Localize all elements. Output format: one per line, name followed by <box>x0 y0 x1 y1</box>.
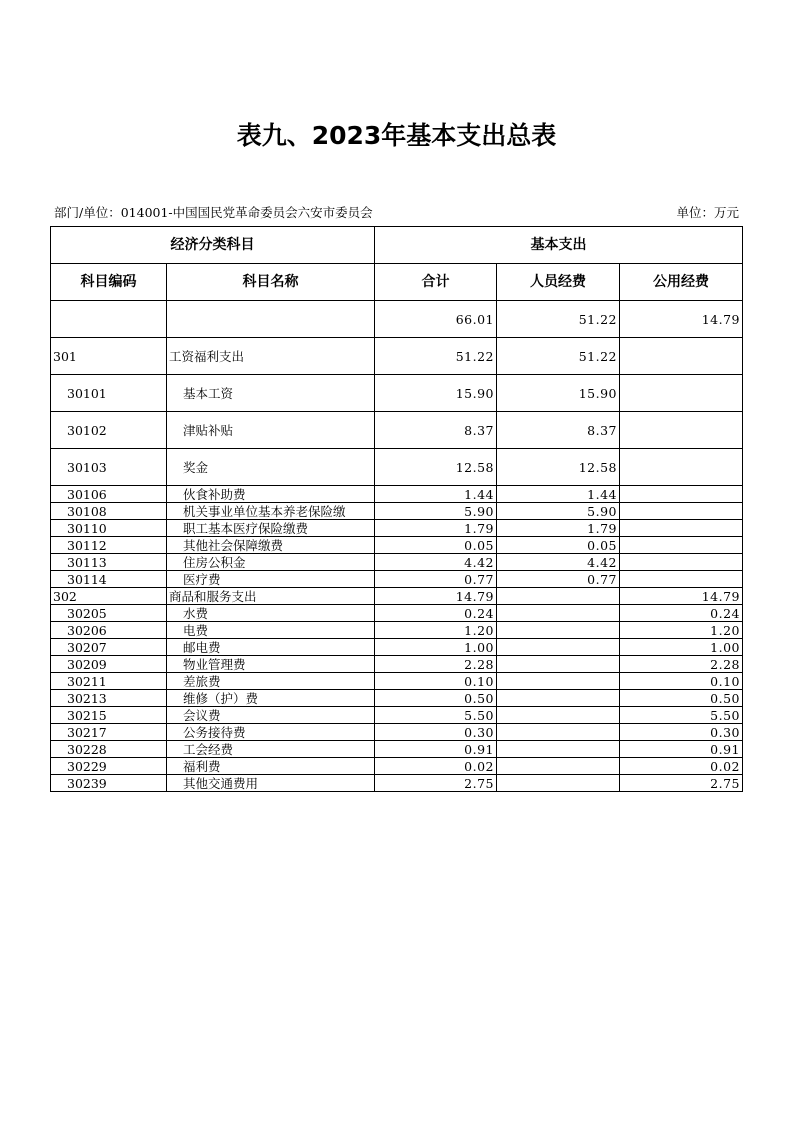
name-cell: 基本工资 <box>167 375 375 412</box>
name-cell: 差旅费 <box>167 673 375 690</box>
public-cell: 0.91 <box>620 741 743 758</box>
code-cell: 30215 <box>51 707 167 724</box>
name-cell: 其他交通费用 <box>167 775 375 792</box>
personnel-cell <box>497 690 620 707</box>
public-cell <box>620 503 743 520</box>
total-cell: 1.79 <box>375 520 497 537</box>
table-row <box>51 588 743 605</box>
name-cell: 维修（护）费 <box>167 690 375 707</box>
public-cell <box>620 537 743 554</box>
public-cell: 0.50 <box>620 690 743 707</box>
personnel-cell: 1.44 <box>497 486 620 503</box>
personnel-cell: 0.77 <box>497 571 620 588</box>
name-cell: 住房公积金 <box>167 554 375 571</box>
code-cell: 30209 <box>51 656 167 673</box>
total-cell: 0.77 <box>375 571 497 588</box>
public-cell <box>620 571 743 588</box>
table-row <box>51 537 743 554</box>
code-cell: 30103 <box>51 449 167 486</box>
table-row <box>51 622 743 639</box>
code-cell: 30114 <box>51 571 167 588</box>
table-row <box>51 639 743 656</box>
total-cell: 1.00 <box>375 639 497 656</box>
header-category: 经济分类科目 <box>51 227 375 264</box>
table-row <box>51 338 743 375</box>
total-cell: 12.58 <box>375 449 497 486</box>
total-cell: 0.30 <box>375 724 497 741</box>
code-cell: 30206 <box>51 622 167 639</box>
public-cell <box>620 520 743 537</box>
public-cell: 0.24 <box>620 605 743 622</box>
public-cell <box>620 486 743 503</box>
name-cell: 医疗费 <box>167 571 375 588</box>
code-cell: 30213 <box>51 690 167 707</box>
personnel-cell <box>497 605 620 622</box>
total-cell: 0.24 <box>375 605 497 622</box>
table-row <box>51 412 743 449</box>
table-row <box>51 724 743 741</box>
name-cell: 公务接待费 <box>167 724 375 741</box>
total-cell: 0.02 <box>375 758 497 775</box>
code-cell: 30205 <box>51 605 167 622</box>
code-cell: 30217 <box>51 724 167 741</box>
code-cell: 30211 <box>51 673 167 690</box>
table-row <box>51 656 743 673</box>
name-cell: 电费 <box>167 622 375 639</box>
header-public: 公用经费 <box>620 264 743 301</box>
personnel-cell: 5.90 <box>497 503 620 520</box>
personnel-cell: 8.37 <box>497 412 620 449</box>
total-code <box>51 301 167 338</box>
table-row <box>51 520 743 537</box>
total-cell: 51.22 <box>375 338 497 375</box>
personnel-cell: 51.22 <box>497 338 620 375</box>
header-name: 科目名称 <box>167 264 375 301</box>
table-row <box>51 775 743 792</box>
personnel-cell: 15.90 <box>497 375 620 412</box>
unit-label: 单位：万元 <box>676 205 739 220</box>
code-cell: 30108 <box>51 503 167 520</box>
total-cell: 14.79 <box>375 588 497 605</box>
total-cell: 0.05 <box>375 537 497 554</box>
header-total: 合计 <box>375 264 497 301</box>
name-cell: 会议费 <box>167 707 375 724</box>
name-cell: 邮电费 <box>167 639 375 656</box>
name-cell: 其他社会保障缴费 <box>167 537 375 554</box>
total-total: 66.01 <box>375 301 497 338</box>
name-cell: 机关事业单位基本养老保险缴 <box>167 503 375 520</box>
table-row <box>51 449 743 486</box>
public-cell: 5.50 <box>620 707 743 724</box>
personnel-cell: 12.58 <box>497 449 620 486</box>
public-cell <box>620 375 743 412</box>
department-label: 部门/单位：014001-中国国民党革命委员会六安市委员会 <box>54 205 373 220</box>
table-row <box>51 690 743 707</box>
table-row <box>51 673 743 690</box>
code-cell: 30239 <box>51 775 167 792</box>
table-row <box>51 375 743 412</box>
public-cell: 0.10 <box>620 673 743 690</box>
name-cell: 水费 <box>167 605 375 622</box>
header-code: 科目编码 <box>51 264 167 301</box>
total-cell: 2.75 <box>375 775 497 792</box>
code-cell: 302 <box>51 588 167 605</box>
personnel-cell <box>497 707 620 724</box>
name-cell: 津贴补贴 <box>167 412 375 449</box>
personnel-cell <box>497 673 620 690</box>
total-cell: 15.90 <box>375 375 497 412</box>
personnel-cell <box>497 656 620 673</box>
personnel-cell <box>497 724 620 741</box>
table-row <box>51 741 743 758</box>
total-personnel: 51.22 <box>497 301 620 338</box>
public-cell: 0.30 <box>620 724 743 741</box>
public-cell: 0.02 <box>620 758 743 775</box>
budget-table <box>50 226 743 792</box>
personnel-cell <box>497 758 620 775</box>
code-cell: 301 <box>51 338 167 375</box>
personnel-cell: 4.42 <box>497 554 620 571</box>
table-row <box>51 503 743 520</box>
total-row <box>51 301 743 338</box>
total-name <box>167 301 375 338</box>
name-cell: 工资福利支出 <box>167 338 375 375</box>
code-cell: 30102 <box>51 412 167 449</box>
code-cell: 30110 <box>51 520 167 537</box>
public-cell: 2.28 <box>620 656 743 673</box>
public-cell <box>620 338 743 375</box>
public-cell <box>620 412 743 449</box>
code-cell: 30106 <box>51 486 167 503</box>
public-cell: 2.75 <box>620 775 743 792</box>
personnel-cell <box>497 775 620 792</box>
total-cell: 5.50 <box>375 707 497 724</box>
table-row <box>51 605 743 622</box>
public-cell: 1.20 <box>620 622 743 639</box>
name-cell: 福利费 <box>167 758 375 775</box>
name-cell: 奖金 <box>167 449 375 486</box>
code-cell: 30113 <box>51 554 167 571</box>
total-cell: 1.44 <box>375 486 497 503</box>
total-cell: 0.91 <box>375 741 497 758</box>
code-cell: 30229 <box>51 758 167 775</box>
code-cell: 30228 <box>51 741 167 758</box>
table-row <box>51 758 743 775</box>
page-title: 表九、2023年基本支出总表 <box>236 121 557 150</box>
code-cell: 30112 <box>51 537 167 554</box>
total-cell: 8.37 <box>375 412 497 449</box>
table-row <box>51 554 743 571</box>
total-cell: 1.20 <box>375 622 497 639</box>
table-row <box>51 707 743 724</box>
personnel-cell <box>497 741 620 758</box>
name-cell: 物业管理费 <box>167 656 375 673</box>
table-row <box>51 486 743 503</box>
code-cell: 30207 <box>51 639 167 656</box>
name-cell: 商品和服务支出 <box>167 588 375 605</box>
public-cell: 1.00 <box>620 639 743 656</box>
table-row <box>51 571 743 588</box>
header-personnel: 人员经费 <box>497 264 620 301</box>
total-cell: 2.28 <box>375 656 497 673</box>
header-basic: 基本支出 <box>375 227 743 264</box>
name-cell: 工会经费 <box>167 741 375 758</box>
public-cell: 14.79 <box>620 588 743 605</box>
total-cell: 0.10 <box>375 673 497 690</box>
total-cell: 4.42 <box>375 554 497 571</box>
total-public: 14.79 <box>620 301 743 338</box>
personnel-cell <box>497 588 620 605</box>
total-cell: 5.90 <box>375 503 497 520</box>
public-cell <box>620 449 743 486</box>
personnel-cell <box>497 622 620 639</box>
personnel-cell: 1.79 <box>497 520 620 537</box>
name-cell: 伙食补助费 <box>167 486 375 503</box>
personnel-cell: 0.05 <box>497 537 620 554</box>
total-cell: 0.50 <box>375 690 497 707</box>
personnel-cell <box>497 639 620 656</box>
public-cell <box>620 554 743 571</box>
name-cell: 职工基本医疗保险缴费 <box>167 520 375 537</box>
code-cell: 30101 <box>51 375 167 412</box>
